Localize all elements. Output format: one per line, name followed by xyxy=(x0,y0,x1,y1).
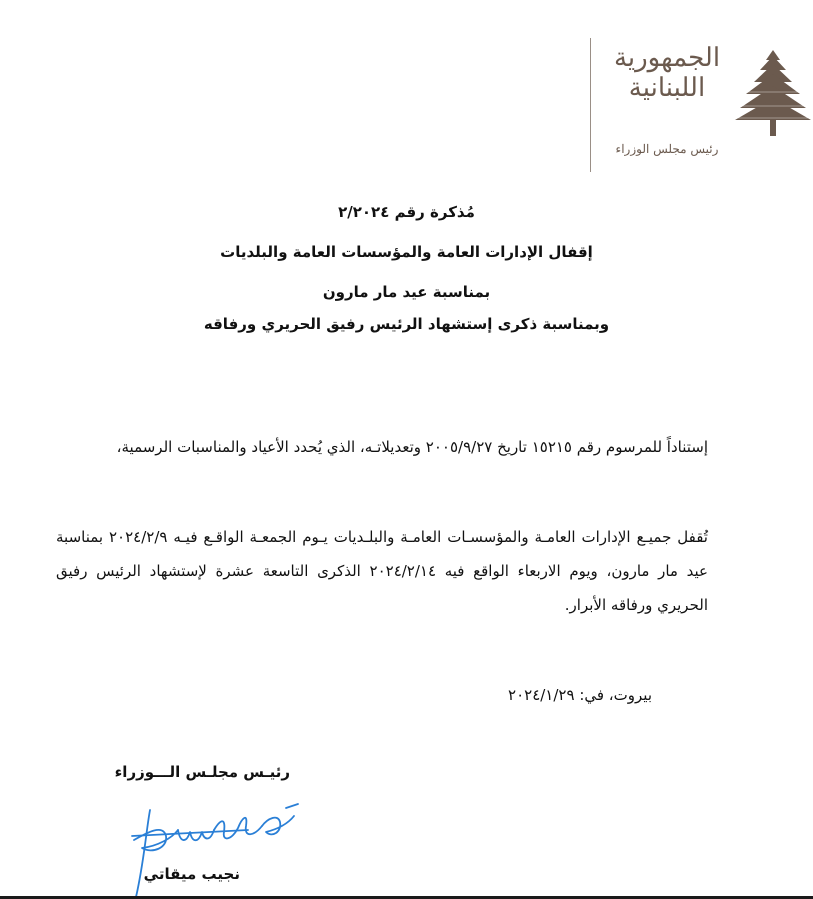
handwritten-signature xyxy=(128,802,313,899)
republic-line-1: الجمهورية xyxy=(613,43,721,73)
memo-occasion-2: وبمناسبة ذكرى إستشهاد الرئيس رفيق الحريري ورفاقه xyxy=(203,315,610,333)
signatory-title: رئيـس مجلـس الـــوزراء xyxy=(114,763,290,781)
signatory-name: نجيب ميقاتي xyxy=(143,865,240,883)
republic-line-2: اللبنانية xyxy=(628,72,706,103)
letterhead xyxy=(590,34,813,174)
letterhead-divider xyxy=(590,38,591,172)
memo-subject: إقفال الإدارات العامة والمؤسسات العامة والبلديات xyxy=(220,243,593,261)
place-and-date: بيروت، في: ٢٠٢٤/١/٢٩ xyxy=(508,686,652,704)
body-paragraph-1: إستناداً للمرسوم رقم ١٥٢١٥ تاريخ ٢٠٠٥/٩/٢٧ وتعديلاتـه، الذي يُحدد الأعياد والمناسبات الرسمية، xyxy=(116,438,708,456)
republic-name xyxy=(608,44,726,104)
memo-occasion-1: بمناسبة عيد مار مارون xyxy=(322,283,491,301)
memo-number: مُذكرة رقم ٢/٢٠٢٤ xyxy=(338,203,475,221)
body-paragraph-2: تُقفل جميـع الإدارات العامـة والمؤسسـات العامـة والبلـديات يـوم الجمعـة الواقـع فيـه ٢٠٢٤/٢/٩ بمناسبة عيد مار مارون، ويوم الاربعاء الواقع فيه ٢٠٢٤/٢/١٤ الذكرى التاسعة عشرة لإستشهاد الرئيس رفيق الحريري ورفاقه الأبرار. xyxy=(56,528,709,614)
office-name: رئيس مجلس الوزراء xyxy=(615,142,719,156)
cedar-tree-icon xyxy=(734,48,812,138)
